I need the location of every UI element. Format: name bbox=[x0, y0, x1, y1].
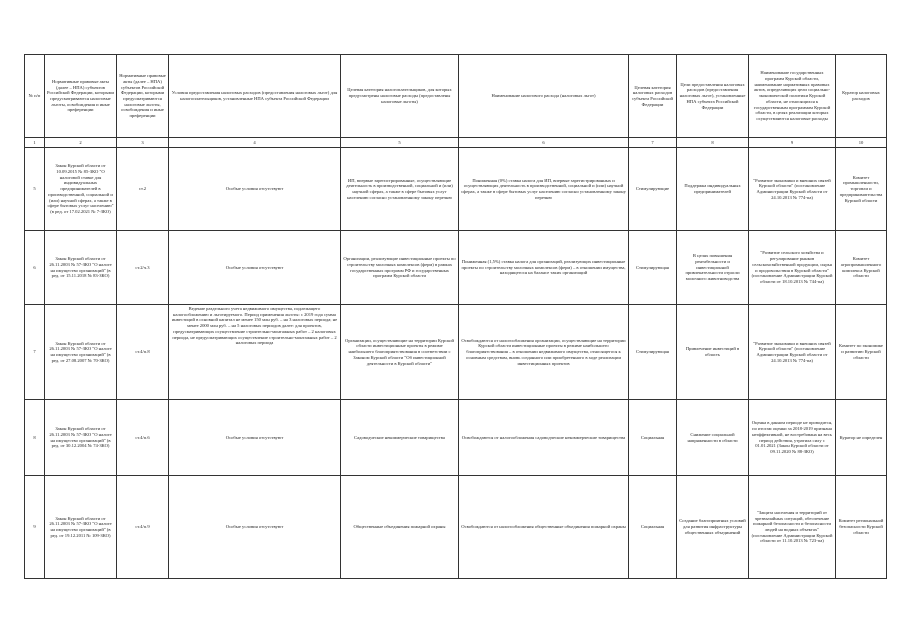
expenditure-name-cell: Пониженная (1,5%) ставка налога для организаций, реализующих инвестиционные проекты по строительству молочных комплексов (ферм) – в отношении имущества, находящегося на балансе таких организаций bbox=[459, 231, 629, 305]
conditions-cell: Особые условия отсутствуют bbox=[169, 148, 341, 231]
column-number: 8 bbox=[677, 138, 749, 148]
table-row bbox=[25, 400, 887, 476]
target-category-cell: Социальная bbox=[629, 400, 677, 476]
program-cell: "Развитие сельского хозяйства и регулирование рынков сельскохозяйственной продукции, сырья и продовольствия в Курской области" (постановление Администрации Курской области от 18.10.2013 № 744-па) bbox=[749, 231, 836, 305]
article-cell: ст.2 bbox=[117, 148, 169, 231]
category-cell: Организации, осуществляющие на территории Курской области инвестиционные проекты в режиме наибольшего благоприятствования в соответствии с Законом Курской области "Об инвестиционной деятельности в Курской области" bbox=[341, 305, 459, 400]
category-cell: Организации, реализующие инвестиционные проекты по строительству молочных комплексов (ферм) в рамках государственных программ РФ и государственных программ Курской области bbox=[341, 231, 459, 305]
expenditure-name-cell: Пониженная (0%) ставка налога для ИП, впервые зарегистрированных и осуществляющих деятельность в производственной, социальной и (или) научной сферах, а также в сфере бытовых услуг населению согласно установленному закону перечню bbox=[459, 148, 629, 231]
category-cell: Общественные объединения пожарной охраны bbox=[341, 476, 459, 579]
column-number: 5 bbox=[341, 138, 459, 148]
header-cell: Целевая категория налогоплательщиков, для которых предусмотрены налоговые расходы (предоставлены налоговые льготы) bbox=[341, 55, 459, 138]
row-number: 5 bbox=[25, 148, 45, 231]
conditions-cell: Особые условия отсутствуют bbox=[169, 400, 341, 476]
row-number: 7 bbox=[25, 305, 45, 400]
target-category-cell: Социальная bbox=[629, 476, 677, 579]
expenditure-name-cell: Освобождаются от налогообложения садоводческие некоммерческие товарищества bbox=[459, 400, 629, 476]
curator-cell: Комитет агропромышленного комплекса Курской области bbox=[836, 231, 887, 305]
header-cell: № п/п bbox=[25, 55, 45, 138]
category-cell: ИП, впервые зарегистрированные, осуществляющие деятельность в производственной, социальной и (или) научной сферах, а также в сфере бытовых услуг населению согласно установленному закону перечню bbox=[341, 148, 459, 231]
table-row bbox=[25, 476, 887, 579]
conditions-cell: Особые условия отсутствуют bbox=[169, 231, 341, 305]
npa-cell: Закон Курской области от 26.11.2003 № 57-ЗКО "О налоге на имущество организаций" (в ред. от 15.11.2018 № 83-ЗКО) bbox=[45, 231, 117, 305]
article-cell: ст.2/ч.3 bbox=[117, 231, 169, 305]
tax-expenditure-table bbox=[24, 54, 887, 579]
goals-cell: В целях повышения рентабельности и инвестиционной привлекательности отрасли молочного животноводства bbox=[677, 231, 749, 305]
article-cell: ст.4/п.6 bbox=[117, 400, 169, 476]
header-cell: Условия предоставления налоговых расходов (предоставления налоговых льгот) для налогоплательщиков, установленные НПА субъекта Российской Федерации bbox=[169, 55, 341, 138]
category-cell: Садоводческие некоммерческие товарищества bbox=[341, 400, 459, 476]
header-cell: Нормативные правовые акты (далее – НПА) субъектов Российской Федерации, которыми предусматриваются налоговые льготы, освобождения и иные преференции bbox=[45, 55, 117, 138]
column-number: 1 bbox=[25, 138, 45, 148]
target-category-cell: Стимулирующие bbox=[629, 148, 677, 231]
curator-cell: Комитет промышленности, торговли и предпринимательства Курской области bbox=[836, 148, 887, 231]
target-category-cell: Стимулирующая bbox=[629, 231, 677, 305]
row-number: 6 bbox=[25, 231, 45, 305]
article-cell: ст.4/п.9 bbox=[117, 476, 169, 579]
row-number: 9 bbox=[25, 476, 45, 579]
header-cell: Куратор налоговых расходов bbox=[836, 55, 887, 138]
goals-cell: Снижение социальной напряженности в области bbox=[677, 400, 749, 476]
header-cell: Целевая категория налоговых расходов субъекта Российской Федерации bbox=[629, 55, 677, 138]
expenditure-name-cell: Освобождаются от налогообложения общественные объединения пожарной охраны bbox=[459, 476, 629, 579]
npa-cell: Закон Курской области от 26.11.2003 № 57-ЗКО "О налоге на имущество организаций" (в ред. от 27.08.2007 № 70-ЗКО) bbox=[45, 305, 117, 400]
curator-cell: Куратор не определен bbox=[836, 400, 887, 476]
table-row bbox=[25, 148, 887, 231]
curator-cell: Комитет по экономике и развитию Курской области bbox=[836, 305, 887, 400]
column-number-row bbox=[25, 138, 887, 148]
column-number: 2 bbox=[45, 138, 117, 148]
curator-cell: Комитет региональной безопасности Курской области bbox=[836, 476, 887, 579]
column-number: 3 bbox=[117, 138, 169, 148]
column-number: 9 bbox=[749, 138, 836, 148]
npa-cell: Закон Курской области от 26.11.2003 № 57-ЗКО "О налоге на имущество организаций" (в ред. от 19.12.2011 № 109-ЗКО) bbox=[45, 476, 117, 579]
header-cell: Цели предоставления налоговых расходов (предоставления налоговых льгот), установленные НПА субъекта Российской Федерации bbox=[677, 55, 749, 138]
table-row bbox=[25, 231, 887, 305]
npa-cell: Закон Курской области от 10.09.2015 № 85-ЗКО "О налоговой ставке для индивидуальных предпринимателей в производственной, социальной и (или) научной сферах, а также в сфере бытовых услуг населению" (в ред. от 17.02.2021 № 7-ЗКО) bbox=[45, 148, 117, 231]
npa-cell: Закон Курской области от 26.11.2003 № 57-ЗКО "О налоге на имущество организаций" (в ред. от 30.12.2004 № 74-ЗКО) bbox=[45, 400, 117, 476]
column-number: 4 bbox=[169, 138, 341, 148]
expenditure-name-cell: Освобождаются от налогообложения организации, осуществляющие на территории Курской области инвестиционные проекты в режиме наибольшего благоприятствования – в отношении недвижимого имущества, относящегося к основным средствам, вновь созданного или приобретенного в ходе реализации инвестиционных проектов bbox=[459, 305, 629, 400]
goals-cell: Создание благоприятных условий для развития инфраструктуры общественных объединений bbox=[677, 476, 749, 579]
header-cell: Наименование государственных программ Курской области, наименование нормативных правовых актов, определяющих цели социально-экономической политики Курской области, не относящихся к государственным программам Курской области, в целях реализации которых осуществляются налоговые расходы bbox=[749, 55, 836, 138]
program-cell: "Развитие экономики и внешних связей Курской области" (постановление Администрации Курской области от 24.10.2013 № 774-па) bbox=[749, 148, 836, 231]
goals-cell: Поддержка индивидуальных предпринимателей bbox=[677, 148, 749, 231]
column-number: 6 bbox=[459, 138, 629, 148]
goals-cell: Привлечение инвестиций в область bbox=[677, 305, 749, 400]
program-cell: Оценка в данном периоде не проводится, по итогам оценки за 2018-2019 признана неэффективной, не востребована на весь период действия, утратила силу с 01.01.2021 (Закон Курской области от 09.11.2020 № 88-ЗКО) bbox=[749, 400, 836, 476]
row-number: 8 bbox=[25, 400, 45, 476]
conditions-cell: Особые условия отсутствуют bbox=[169, 476, 341, 579]
article-cell: ст.4/п.8 bbox=[117, 305, 169, 400]
table-header-row bbox=[25, 55, 887, 138]
conditions-cell: Ведение раздельного учета недвижимого имущества, подлежащего налогообложению и льготируемого. Период применения льготы: с 2019 года сумма инвестиций в основной капитал не менее 150 млн руб. – на 3 налоговых периода; не менее 2000 млн руб. – на 5 налоговых периодов далее: для проектов, предусматривающих осуществление строительно-монтажных работ – 2 налоговых периода, не предусматривающих осуществление строительно-монтажных работ – 2 налоговых периода bbox=[169, 305, 341, 400]
header-cell: Нормативные правовые акты (далее – НПА) субъектов Российской Федерации, которыми предусматриваются налоговые льготы, освобождения и иные преференции bbox=[117, 55, 169, 138]
column-number: 7 bbox=[629, 138, 677, 148]
program-cell: "Защита населения и территорий от чрезвычайных ситуаций, обеспечение пожарной безопасности и безопасности людей на водных объектах" (постановление Администрации Курской области от 11.10.2013 № 723-па) bbox=[749, 476, 836, 579]
table-row bbox=[25, 305, 887, 400]
program-cell: "Развитие экономики и внешних связей Курской области" (постановление Администрации Курской области от 24.10.2013 № 774-па) bbox=[749, 305, 836, 400]
target-category-cell: Стимулирующая bbox=[629, 305, 677, 400]
column-number: 10 bbox=[836, 138, 887, 148]
header-cell: Наименование налогового расхода (налоговых льгот) bbox=[459, 55, 629, 138]
